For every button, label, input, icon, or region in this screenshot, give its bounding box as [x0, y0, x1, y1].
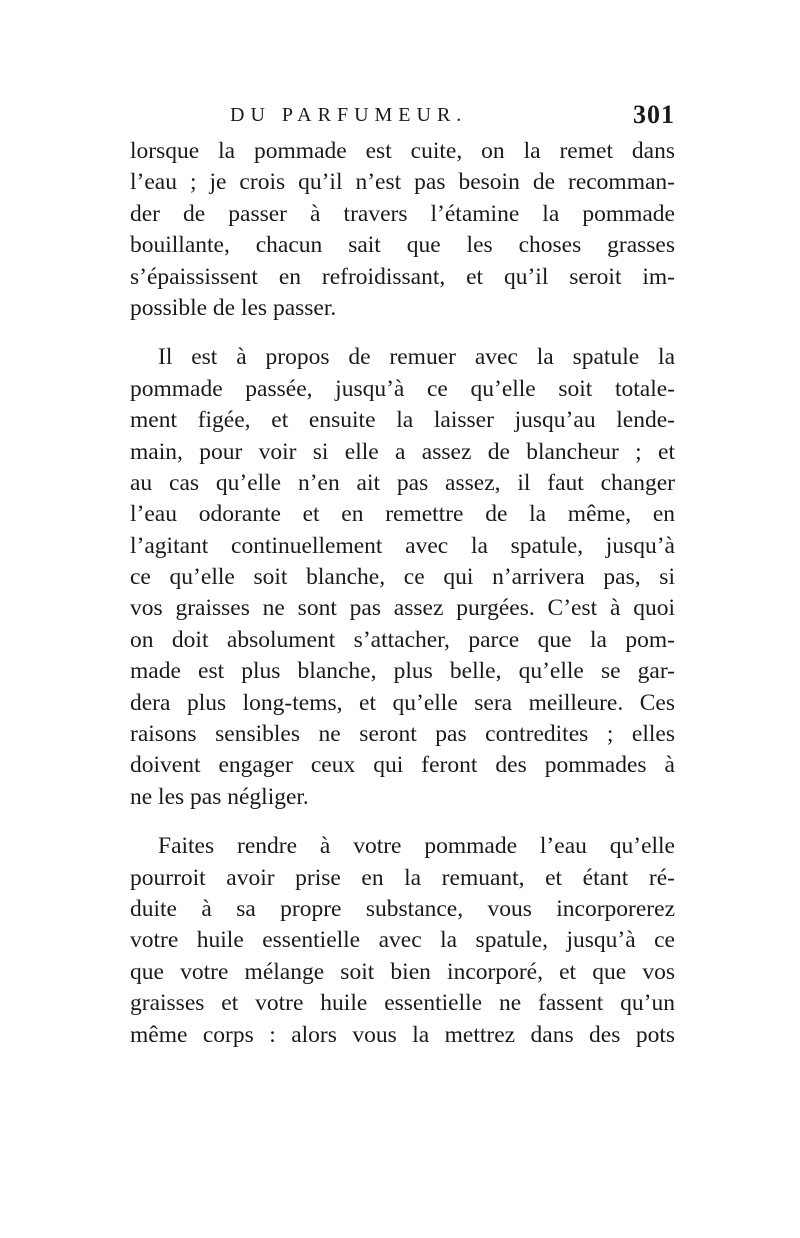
text-line: votre huile essentielle avec la spatule, jusqu’à ce [130, 927, 675, 954]
paragraph-3 [130, 831, 675, 1051]
text-line: graisses et votre huile essentielle ne fassent qu’un [130, 990, 675, 1017]
text-line: Faites rendre à votre pommade l’eau qu’elle [158, 833, 675, 860]
text-line: duite à sa propre substance, vous incorporerez [130, 895, 675, 922]
text-line: ment figée, et ensuite la laisser jusqu’au lende- [130, 407, 675, 434]
text-line: ce qu’elle soit blanche, ce qui n’arrivera pas, si [130, 564, 675, 591]
page-number: 301 [633, 100, 675, 129]
text-line: pommade passée, jusqu’à ce qu’elle soit totale- [130, 375, 675, 402]
paragraph-1 [130, 136, 675, 324]
text-line: l’eau odorante et en remettre de la même, en [130, 501, 675, 528]
text-line: vos graisses ne sont pas assez purgées. C’est à quoi [130, 595, 675, 622]
text-line: bouillante, chacun sait que les choses grasses [130, 232, 675, 259]
text-line: possible de les passer. [130, 294, 337, 321]
text-line: que votre mélange soit bien incorporé, et que vos [130, 958, 675, 985]
text-line: Il est à propos de remuer avec la spatule la [158, 344, 675, 371]
book-page [130, 100, 675, 1051]
paragraph-gap [130, 324, 675, 342]
text-line: on doit absolument s’attacher, parce que la pom- [130, 626, 675, 653]
text-line: pourroit avoir prise en la remuant, et étant ré- [130, 864, 675, 891]
text-line: lorsque la pommade est cuite, on la remet dans [130, 138, 675, 164]
text-line: made est plus blanche, plus belle, qu’elle se gar- [130, 658, 675, 685]
text-line: au cas qu’elle n’en ait pas assez, il faut changer [130, 469, 675, 496]
text-line: ne les pas négliger. [130, 783, 309, 810]
text-line: s’épaississent en refroidissant, et qu’il seroit im- [130, 263, 675, 290]
page-header [130, 100, 675, 136]
text-line: l’agitant continuellement avec la spatule, jusqu’à [130, 532, 675, 559]
running-head: DU PARFUMEUR. [230, 104, 468, 126]
text-line: der de passer à travers l’étamine la pommade [130, 200, 675, 227]
text-line: raisons sensibles ne seront pas contredites ; elles [130, 721, 675, 748]
paragraph-2 [130, 342, 675, 813]
text-line: même corps : alors vous la mettrez dans des pots [130, 1021, 675, 1048]
text-line: dera plus long-tems, et qu’elle sera meilleure. Ces [130, 689, 675, 716]
text-line: l’eau ; je crois qu’il n’est pas besoin de recomman- [130, 169, 675, 196]
text-line: main, pour voir si elle a assez de blancheur ; et [130, 438, 675, 465]
paragraph-gap [130, 813, 675, 831]
text-line: doivent engager ceux qui feront des pommades à [130, 752, 675, 779]
